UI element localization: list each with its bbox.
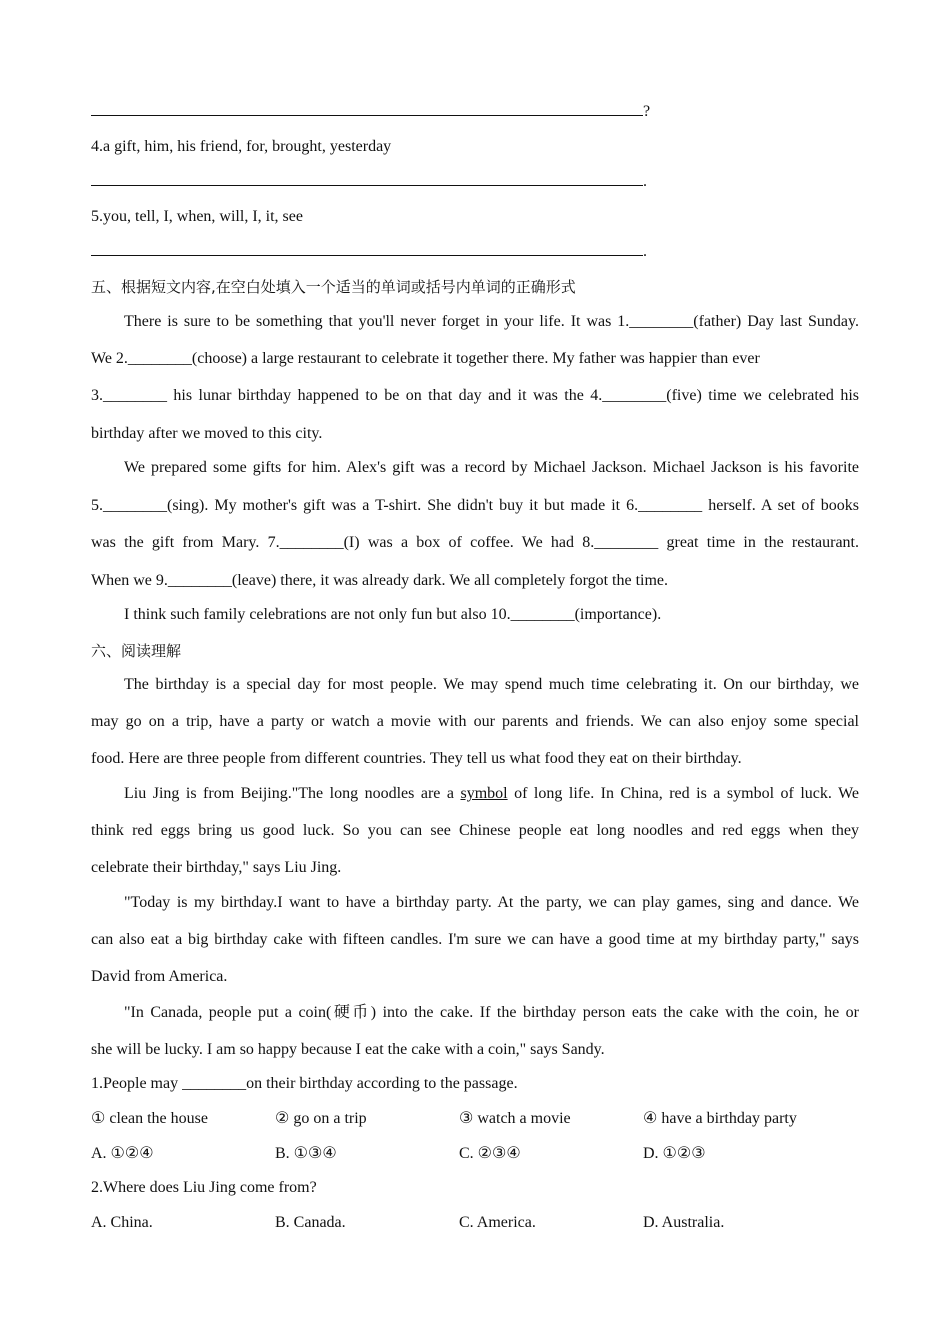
- q1-option-c[interactable]: C. ②③④: [459, 1145, 521, 1162]
- cloze-line: I think such family celebrations are not only fun but also 10.________(importance).: [124, 606, 662, 623]
- q1-item-4: ④ have a birthday party: [643, 1110, 797, 1127]
- passage-line: "Today is my birthday.I want to have a birthday party. At the party, we can play games, sing and dance. We: [124, 894, 859, 911]
- q1-item-3: ③ watch a movie: [459, 1110, 571, 1127]
- answer-line-q5[interactable]: .: [91, 241, 647, 261]
- passage-line: David from America.: [91, 968, 228, 985]
- cloze-line: There is sure to be something that you'll never forget in your life. It was 1.________(father) Day last Sunday.: [124, 313, 859, 330]
- answer-line-q4[interactable]: .: [91, 171, 647, 191]
- passage-line: Liu Jing is from Beijing."The long noodles are a symbol of long life. In China, red is a symbol of luck. We: [124, 785, 860, 802]
- q2-option-a[interactable]: A. China.: [91, 1214, 153, 1231]
- q1-item-2: ② go on a trip: [275, 1110, 367, 1127]
- passage-line: can also eat a big birthday cake with fifteen candles. I'm sure we can have a good time at my birthday party," says: [91, 931, 859, 948]
- q1-option-d[interactable]: D. ①②③: [643, 1145, 706, 1162]
- cloze-line: We prepared some gifts for him. Alex's gift was a record by Michael Jackson. Michael Jackson is his favorite: [124, 459, 859, 476]
- passage-line: she will be lucky. I am so happy because I eat the cake with a coin," says Sandy.: [91, 1041, 605, 1058]
- cloze-line: 3.________ his lunar birthday happened to be on that day and it was the 4.________(five) time we celebrated his: [91, 387, 859, 404]
- question-5-prompt: 5.you, tell, I, when, will, I, it, see: [91, 208, 303, 225]
- question-2-stem: 2.Where does Liu Jing come from?: [91, 1179, 317, 1196]
- cloze-line: was the gift from Mary. 7.________(I) was a box of coffee. We had 8.________ great time in the restaurant.: [91, 534, 859, 551]
- cloze-line: birthday after we moved to this city.: [91, 425, 323, 442]
- passage-line: may go on a trip, have a party or watch a movie with our parents and friends. We can also enjoy some special: [91, 713, 859, 730]
- cloze-line: 5.________(sing). My mother's gift was a T-shirt. She didn't buy it but made it 6.________ herself. A set of books: [91, 497, 859, 514]
- answer-line-q3[interactable]: ?: [91, 101, 650, 121]
- passage-line: celebrate their birthday," says Liu Jing.: [91, 859, 342, 876]
- question-1-stem: 1.People may ________on their birthday according to the passage.: [91, 1075, 518, 1092]
- passage-line: food. Here are three people from different countries. They tell us what food they eat on their birthday.: [91, 750, 742, 767]
- section-5-heading: 五、根据短文内容,在空白处填入一个适当的单词或括号内单词的正确形式: [91, 278, 576, 296]
- cloze-line: We 2.________(choose) a large restaurant to celebrate it together there. My father was happier than ever: [91, 350, 760, 367]
- q2-option-c[interactable]: C. America.: [459, 1214, 536, 1231]
- section-6-heading: 六、阅读理解: [91, 642, 182, 660]
- cloze-line: When we 9.________(leave) there, it was already dark. We all completely forgot the time.: [91, 572, 669, 589]
- passage-line: The birthday is a special day for most people. We may spend much time celebrating it. On our birthday, we: [124, 676, 859, 693]
- passage-line: think red eggs bring us good luck. So you can see Chinese people eat long noodles and red eggs when they: [91, 822, 859, 839]
- q1-option-b[interactable]: B. ①③④: [275, 1145, 337, 1162]
- underlined-word-symbol: symbol: [460, 785, 508, 802]
- passage-line: "In Canada, people put a coin(硬币) into the cake. If the birthday person eats the cake with the coin, he or: [124, 1004, 859, 1021]
- q2-option-d[interactable]: D. Australia.: [643, 1214, 725, 1231]
- q2-option-b[interactable]: B. Canada.: [275, 1214, 346, 1231]
- question-4-prompt: 4.a gift, him, his friend, for, brought, yesterday: [91, 138, 392, 155]
- q1-item-1: ① clean the house: [91, 1110, 208, 1127]
- q1-option-a[interactable]: A. ①②④: [91, 1145, 154, 1162]
